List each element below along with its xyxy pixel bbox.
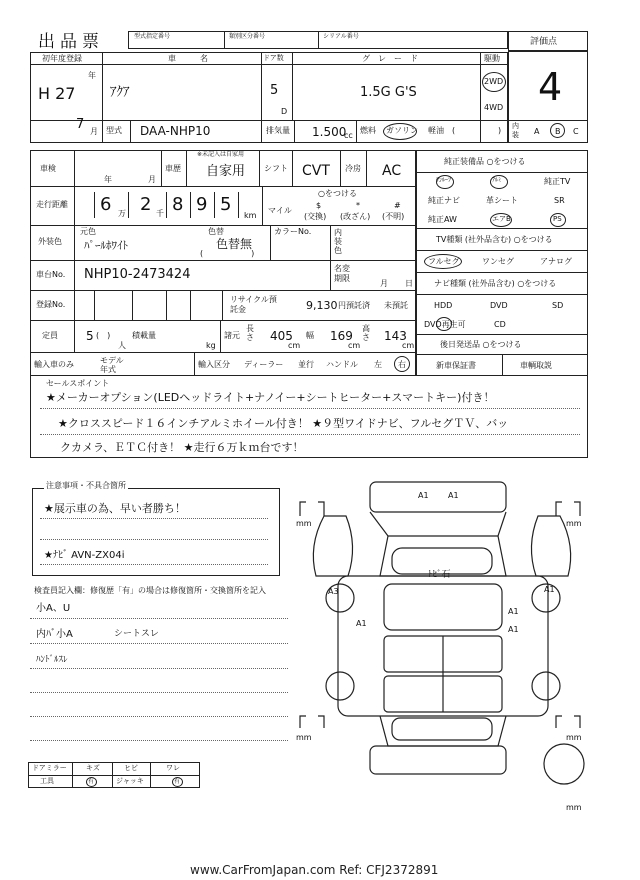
car-name: ｱｸｱ [110, 85, 130, 100]
import-class-label: 輸入区分 [198, 360, 230, 369]
capacity-value: 5 [86, 329, 94, 343]
nav-cd: CD [494, 320, 506, 329]
legend-crack: ヒビ [124, 764, 138, 772]
load-kg: kg [206, 341, 216, 350]
mm-unit-4: mm [566, 733, 582, 742]
inspector-line-2: 内ﾊﾞ小A [36, 629, 73, 640]
car-damage-diagram [288, 476, 598, 806]
first-reg-label: 初年度登録 [42, 54, 82, 63]
interior-color-label: 内装色 [334, 228, 342, 255]
fuel-value: ガソリン [386, 126, 418, 135]
sales-line-2: ★クロススピード１６インチアルミホイール付き！ ★９型ワイドナビ、フルセグＴＶ、バッ [58, 417, 509, 430]
equip-sunroof: ｻﾝﾙｰﾌ [436, 177, 452, 184]
legend-mirror: ドアミラー [32, 764, 67, 772]
nav-hdd: HDD [434, 301, 453, 310]
load-label: 積載量 [132, 331, 156, 340]
ac-label: 冷房 [345, 164, 361, 173]
grade-score: 4 [538, 65, 563, 109]
mark-a1-door-right: A1 [508, 607, 519, 616]
mileage-d3: 8 [172, 194, 184, 215]
import-parallel: 並行 [298, 360, 314, 369]
tv-analog: アナログ [540, 257, 572, 266]
door-count: 5 [270, 83, 279, 98]
legend-scratch: キズ [86, 764, 100, 772]
equip-alumi: ｱﾙﾐ [492, 177, 502, 184]
nav-sd: SD [552, 301, 564, 310]
handle-label: ハンドル [326, 360, 358, 369]
form-title: 出品票 [38, 32, 104, 52]
grade-eval-label: 評価点 [530, 37, 558, 47]
docs-warranty: 新車保証書 [436, 361, 476, 370]
class-label: 類別区分番号 [229, 33, 266, 40]
length-cm: cm [288, 341, 301, 350]
width-value: 169 [330, 329, 353, 343]
shaken-month: 月 [148, 175, 156, 184]
interior-c: C [573, 127, 579, 136]
equip-genuine-aw: 純正AW [428, 215, 457, 224]
capacity-label: 定員 [42, 331, 58, 340]
shift-value: CVT [302, 163, 330, 179]
name-change-label: 名変期限 [334, 264, 350, 283]
month-unit: 月 [90, 127, 98, 136]
drive-4wd: 4WD [484, 103, 504, 112]
mileage-d2: 2 [140, 194, 152, 215]
car-name-label: 車名 [168, 54, 232, 63]
mileage-d5: 5 [220, 194, 232, 215]
drive-label: 駆動 [484, 54, 500, 63]
mark-a3: A3 [328, 587, 339, 596]
model-label: 型式 [106, 126, 122, 135]
height-label: 高さ [362, 324, 370, 342]
mm-unit-1: mm [296, 519, 312, 528]
docs-header: 後日発送品 ○をつける [440, 340, 522, 349]
mileage-exchange-sym: $ [316, 201, 322, 210]
nav-dvd: DVD [490, 301, 508, 310]
drive-2wd: 2WD [484, 77, 504, 86]
original-color-label: 元色 [80, 227, 96, 236]
usage-value: 自家用 [206, 164, 246, 179]
mileage-d1: 6 [100, 194, 112, 215]
sales-line-3: クカメラ、ＥＴＣ付き！ ★走行６万ｋｍ台です！ [60, 441, 304, 454]
mileage-sen: 千 [156, 209, 164, 218]
legend-jack: ジャッキ [116, 777, 144, 785]
mileage-exchange: (交換) [304, 212, 327, 221]
nav-header: ナビ種類 (社外品含む) ○をつける [434, 279, 557, 288]
notes-label: 注意事項・不具合箇所 [46, 481, 126, 490]
usage-label: 車歴 [165, 164, 181, 173]
mileage-man: 万 [118, 209, 126, 218]
equip-airbag: エアB [492, 215, 511, 223]
mark-a1-door-right-2: A1 [508, 625, 519, 634]
width-label: 幅 [306, 331, 314, 340]
name-change-day: 日 [405, 279, 413, 288]
grade-value: 1.5G G'S [360, 85, 417, 100]
displacement-unit: cc [344, 131, 353, 140]
first-reg-month: 7 [76, 117, 85, 132]
equip-ps: PS [553, 215, 562, 223]
legend-jack-value: 有 [174, 778, 181, 785]
footer-watermark: www.CarFromJapan.com Ref: CFJ2372891 [190, 863, 439, 877]
mm-unit-3: mm [296, 733, 312, 742]
first-reg-year: H 27 [38, 84, 76, 103]
mark-a1-door-left: A1 [356, 619, 367, 628]
length-label: 長さ [246, 324, 254, 342]
chassis-value: NHP10-2473424 [84, 267, 191, 282]
sales-point-label: セールスポイント [46, 379, 110, 388]
registration-label: 登録No. [36, 300, 66, 309]
model-value: DAA-NHP10 [140, 124, 211, 138]
inspector-line-3: ﾊﾝﾄﾞﾙｽﾚ [36, 655, 68, 665]
legend-tools-value: 有 [88, 778, 95, 785]
sales-line-1: ★メーカーオプション(LEDヘッドライト+ナノイー+シートヒーター+スマートキー)付き！ [46, 391, 495, 404]
mileage-label: 走行距離 [36, 200, 68, 209]
legend-tools: 工具 [40, 777, 54, 785]
mark-a1-top-2: A1 [448, 491, 459, 500]
grade-label: グレード [362, 54, 426, 63]
color-label: 外装色 [38, 237, 62, 246]
inspector-label: 検査員記入欄：修復歴「有」の場合は修復箇所・交換箇所を記入 [34, 586, 266, 595]
equip-genuine-tv: 純正TV [544, 177, 571, 186]
nav-dvd-play: DVD再生可 [424, 320, 466, 329]
door-label: ドア数 [263, 54, 284, 62]
legend-break: ワレ [166, 764, 180, 772]
model-cert-label: 型式指定番号 [134, 33, 171, 40]
equip-genuine-navi: 純正ナビ [428, 196, 460, 205]
height-cm: cm [402, 341, 415, 350]
recycle-unpaid: 未預託 [384, 301, 408, 310]
shift-label: シフト [264, 164, 288, 173]
handle-right: 右 [398, 360, 406, 369]
repaint-label: 色替 [208, 227, 224, 236]
original-color: ﾊﾟｰﾙﾎﾜｲﾄ [84, 239, 128, 252]
mark-tobiishi: ﾄﾋﾞ石 [428, 570, 451, 580]
mileage-unknown-sym: # [394, 201, 401, 210]
equip-leather: 革シート [486, 196, 518, 205]
tv-header: TV種類 (社外品含む) ○をつける [436, 235, 553, 244]
displacement-label: 排気量 [266, 126, 290, 135]
tv-oneseg: ワンセグ [482, 257, 514, 266]
recycle-label: リサイクル預託金 [230, 295, 277, 314]
serial-label: シリアル番号 [323, 33, 359, 40]
notes-line-2: ★ﾅﾋﾞ AVN-ZX04i [44, 550, 125, 561]
docs-manual: 車輌取説 [520, 361, 552, 370]
door-suffix: D [281, 107, 288, 116]
mileage-mile: マイル [268, 206, 292, 215]
interior-label: 内装 [512, 122, 519, 139]
import-dealer: ディーラー [244, 360, 284, 369]
handle-left: 左 [374, 360, 382, 369]
mm-unit-2: mm [566, 519, 582, 528]
model-year-label: モデル年式 [100, 356, 124, 374]
capacity-paren: ( ) [96, 331, 111, 340]
ac-value: AC [382, 163, 402, 179]
light-oil: 軽油 [428, 126, 444, 135]
recycle-paid: 円預託済 [338, 301, 370, 310]
height-value: 143 [384, 329, 407, 343]
mark-a1-top-1: A1 [418, 491, 429, 500]
fuel-label: 燃料 [360, 126, 376, 135]
mileage-tamper-sym: * [356, 201, 360, 210]
size-label: 諸元 [224, 331, 240, 340]
shaken-label: 車検 [40, 164, 56, 173]
chassis-label: 車台No. [36, 270, 66, 279]
width-cm: cm [348, 341, 361, 350]
capacity-person: 人 [118, 341, 126, 350]
length-value: 405 [270, 329, 293, 343]
recycle-value: 9,130 [306, 299, 338, 312]
mileage-circle-note: ○をつける [318, 189, 357, 198]
shaken-year: 年 [104, 175, 112, 184]
import-label: 輸入車のみ [34, 360, 74, 369]
name-change-month: 月 [380, 279, 388, 288]
interior-a: A [534, 127, 540, 136]
mileage-d4: 9 [196, 194, 208, 215]
tv-fullseg: フルセグ [428, 257, 460, 266]
repaint-paren: ( ) [200, 249, 255, 258]
equipment-header: 純正装備品 ○をつける [444, 157, 526, 166]
interior-b: B [555, 127, 561, 136]
year-unit: 年 [88, 71, 96, 80]
mark-a1-right: A1 [544, 585, 555, 594]
equip-sr: SR [554, 196, 565, 205]
usage-note: ※未記入は自家用 [197, 151, 245, 158]
mileage-km: km [244, 211, 257, 220]
mileage-unknown: (不明) [382, 212, 405, 221]
notes-line-1: ★展示車の為、早い者勝ち！ [44, 502, 186, 515]
color-no-label: カラーNo. [274, 227, 312, 236]
mm-unit-5: mm [566, 803, 582, 812]
inspector-line-1: 小A、U [36, 603, 71, 614]
mileage-tamper: (改ざん) [340, 212, 371, 221]
displacement-value: 1.500 [312, 125, 347, 139]
inspector-line-2b: シートスレ [114, 629, 159, 639]
repaint-value: 色替無 [216, 237, 253, 251]
